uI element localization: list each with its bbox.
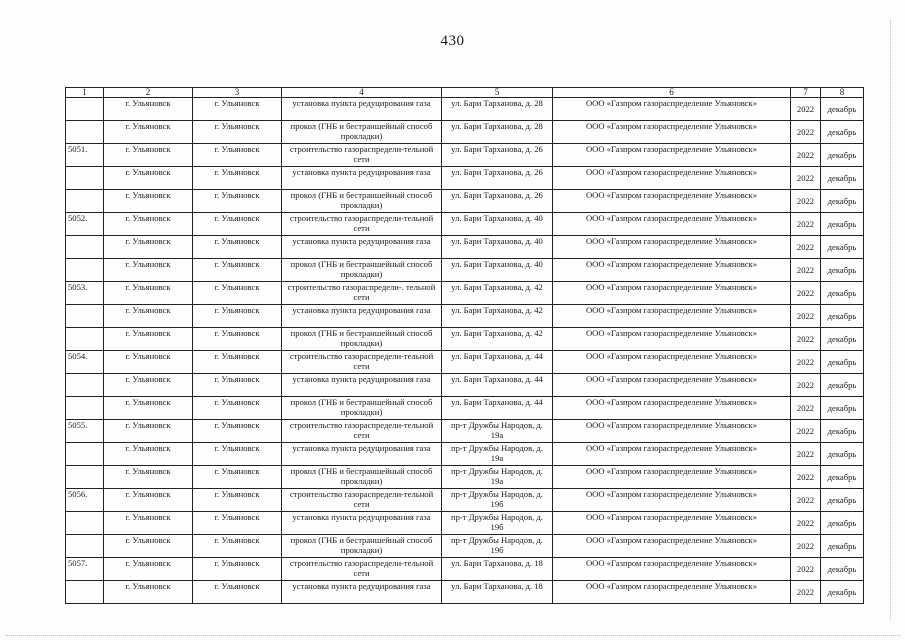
city-cell: г. Ульяновск [193,282,282,305]
region-cell: г. Ульяновск [104,558,193,581]
city-cell: г. Ульяновск [193,121,282,144]
region-cell: г. Ульяновск [104,121,193,144]
row-number-cell [66,466,104,489]
organization-cell: ООО «Газпром газораспределение Ульяновск» [553,236,791,259]
organization-cell: ООО «Газпром газораспределение Ульяновск» [553,98,791,121]
address-cell: ул. Бари Тарханова, д. 28 [442,121,553,144]
table-row [66,259,864,282]
organization-cell: ООО «Газпром газораспределение Ульяновск» [553,558,791,581]
month-cell: декабрь [821,489,864,512]
organization-cell: ООО «Газпром газораспределение Ульяновск» [553,535,791,558]
work-type-cell: установка пункта редуцирования газа [282,98,442,121]
work-type-cell: строительство газораспредели-тельной сети [282,420,442,443]
month-cell: декабрь [821,98,864,121]
city-cell: г. Ульяновск [193,305,282,328]
organization-cell: ООО «Газпром газораспределение Ульяновск» [553,328,791,351]
organization-cell: ООО «Газпром газораспределение Ульяновск» [553,374,791,397]
city-cell: г. Ульяновск [193,581,282,604]
month-cell: декабрь [821,167,864,190]
row-number-cell: 5056. [66,489,104,512]
row-number-cell [66,167,104,190]
region-cell: г. Ульяновск [104,236,193,259]
header-col-4: 4 [282,88,442,98]
work-type-cell: прокол (ГНБ и бестраншейный способ прокладки) [282,466,442,489]
row-number-cell [66,328,104,351]
table-row [66,351,864,374]
work-type-cell: установка пункта редуцирования газа [282,236,442,259]
region-cell: г. Ульяновск [104,259,193,282]
works-table [65,87,864,604]
city-cell: г. Ульяновск [193,466,282,489]
work-type-cell: установка пункта редуцирования газа [282,374,442,397]
region-cell: г. Ульяновск [104,144,193,167]
work-type-cell: строительство газораспредели-тельной сети [282,213,442,236]
organization-cell: ООО «Газпром газораспределение Ульяновск» [553,397,791,420]
region-cell: г. Ульяновск [104,535,193,558]
work-type-cell: прокол (ГНБ и бестраншейный способ прокладки) [282,535,442,558]
work-type-cell: прокол (ГНБ и бестраншейный способ прокладки) [282,121,442,144]
year-cell: 2022 [791,236,821,259]
organization-cell: ООО «Газпром газораспределение Ульяновск» [553,190,791,213]
month-cell: декабрь [821,305,864,328]
year-cell: 2022 [791,489,821,512]
address-cell: ул. Бари Тарханова, д. 26 [442,190,553,213]
row-number-cell [66,535,104,558]
region-cell: г. Ульяновск [104,98,193,121]
organization-cell: ООО «Газпром газораспределение Ульяновск» [553,420,791,443]
year-cell: 2022 [791,351,821,374]
address-cell: пр-т Дружбы Народов, д. 19а [442,420,553,443]
table-row [66,397,864,420]
organization-cell: ООО «Газпром газораспределение Ульяновск» [553,581,791,604]
year-cell: 2022 [791,328,821,351]
city-cell: г. Ульяновск [193,167,282,190]
address-cell: пр-т Дружбы Народов, д. 19б [442,489,553,512]
row-number-cell [66,190,104,213]
city-cell: г. Ульяновск [193,374,282,397]
city-cell: г. Ульяновск [193,144,282,167]
row-number-cell [66,581,104,604]
row-number-cell [66,305,104,328]
work-type-cell: прокол (ГНБ и бестраншейный способ прокладки) [282,328,442,351]
address-cell: ул. Бари Тарханова, д. 44 [442,351,553,374]
region-cell: г. Ульяновск [104,213,193,236]
row-number-cell [66,121,104,144]
month-cell: декабрь [821,374,864,397]
year-cell: 2022 [791,466,821,489]
year-cell: 2022 [791,167,821,190]
year-cell: 2022 [791,190,821,213]
work-type-cell: строительство газораспредели-тельной сети [282,489,442,512]
work-type-cell: строительство газораспредели-. тельной сети [282,282,442,305]
table-row [66,443,864,466]
row-number-cell [66,512,104,535]
address-cell: ул. Бари Тарханова, д. 26 [442,144,553,167]
table-row [66,489,864,512]
year-cell: 2022 [791,443,821,466]
works-table-container [65,87,857,604]
month-cell: декабрь [821,144,864,167]
table-row [66,98,864,121]
month-cell: декабрь [821,190,864,213]
month-cell: декабрь [821,282,864,305]
organization-cell: ООО «Газпром газораспределение Ульяновск» [553,167,791,190]
address-cell: ул. Бари Тарханова, д. 18 [442,581,553,604]
table-row [66,144,864,167]
organization-cell: ООО «Газпром газораспределение Ульяновск» [553,213,791,236]
row-number-cell [66,397,104,420]
address-cell: ул. Бари Тарханова, д. 42 [442,328,553,351]
region-cell: г. Ульяновск [104,420,193,443]
row-number-cell: 5051. [66,144,104,167]
row-number-cell [66,374,104,397]
region-cell: г. Ульяновск [104,328,193,351]
table-row [66,121,864,144]
table-row [66,305,864,328]
table-row [66,374,864,397]
city-cell: г. Ульяновск [193,98,282,121]
row-number-cell [66,259,104,282]
table-row [66,167,864,190]
city-cell: г. Ульяновск [193,397,282,420]
table-row [66,466,864,489]
city-cell: г. Ульяновск [193,236,282,259]
city-cell: г. Ульяновск [193,328,282,351]
region-cell: г. Ульяновск [104,489,193,512]
row-number-cell: 5057. [66,558,104,581]
year-cell: 2022 [791,213,821,236]
city-cell: г. Ульяновск [193,213,282,236]
work-type-cell: прокол (ГНБ и бестраншейный способ прокладки) [282,259,442,282]
region-cell: г. Ульяновск [104,443,193,466]
year-cell: 2022 [791,259,821,282]
work-type-cell: установка пункта редуцирования газа [282,167,442,190]
address-cell: ул. Бари Тарханова, д. 42 [442,305,553,328]
year-cell: 2022 [791,581,821,604]
year-cell: 2022 [791,282,821,305]
work-type-cell: прокол (ГНБ и бестраншейный способ прокладки) [282,397,442,420]
organization-cell: ООО «Газпром газораспределение Ульяновск» [553,259,791,282]
month-cell: декабрь [821,351,864,374]
work-type-cell: прокол (ГНБ и бестраншейный способ прокладки) [282,190,442,213]
organization-cell: ООО «Газпром газораспределение Ульяновск» [553,489,791,512]
work-type-cell: установка пункта редуцирования газа [282,512,442,535]
table-header [66,88,864,98]
work-type-cell: установка пункта редуцирования газа [282,581,442,604]
year-cell: 2022 [791,535,821,558]
header-col-1: 1 [66,88,104,98]
header-col-2: 2 [104,88,193,98]
year-cell: 2022 [791,512,821,535]
work-type-cell: установка пункта редуцирования газа [282,305,442,328]
organization-cell: ООО «Газпром газораспределение Ульяновск» [553,351,791,374]
organization-cell: ООО «Газпром газораспределение Ульяновск» [553,466,791,489]
region-cell: г. Ульяновск [104,167,193,190]
row-number-cell: 5053. [66,282,104,305]
year-cell: 2022 [791,558,821,581]
table-row [66,190,864,213]
city-cell: г. Ульяновск [193,489,282,512]
organization-cell: ООО «Газпром газораспределение Ульяновск» [553,512,791,535]
month-cell: декабрь [821,328,864,351]
region-cell: г. Ульяновск [104,190,193,213]
table-row [66,282,864,305]
table-row [66,236,864,259]
work-type-cell: строительство газораспредели-тельной сети [282,351,442,374]
address-cell: ул. Бари Тарханова, д. 40 [442,236,553,259]
table-row [66,558,864,581]
row-number-cell [66,236,104,259]
organization-cell: ООО «Газпром газораспределение Ульяновск» [553,121,791,144]
work-type-cell: строительство газораспредели-тельной сети [282,144,442,167]
address-cell: пр-т Дружбы Народов, д. 19а [442,466,553,489]
table-row [66,213,864,236]
address-cell: пр-т Дружбы Народов, д. 19б [442,535,553,558]
city-cell: г. Ульяновск [193,259,282,282]
city-cell: г. Ульяновск [193,558,282,581]
region-cell: г. Ульяновск [104,581,193,604]
scan-edge-line [889,20,891,620]
address-cell: пр-т Дружбы Народов, д. 19б [442,512,553,535]
row-number-cell: 5055. [66,420,104,443]
header-col-5: 5 [442,88,553,98]
city-cell: г. Ульяновск [193,420,282,443]
year-cell: 2022 [791,305,821,328]
address-cell: ул. Бари Тарханова, д. 28 [442,98,553,121]
region-cell: г. Ульяновск [104,512,193,535]
month-cell: декабрь [821,581,864,604]
city-cell: г. Ульяновск [193,443,282,466]
page-number: 430 [440,33,465,49]
region-cell: г. Ульяновск [104,397,193,420]
month-cell: декабрь [821,397,864,420]
table-body [66,98,864,604]
address-cell: ул. Бари Тарханова, д. 40 [442,259,553,282]
address-cell: ул. Бари Тарханова, д. 26 [442,167,553,190]
header-col-3: 3 [193,88,282,98]
address-cell: ул. Бари Тарханова, д. 40 [442,213,553,236]
header-col-7: 7 [791,88,821,98]
header-col-8: 8 [821,88,864,98]
month-cell: декабрь [821,121,864,144]
row-number-cell: 5054. [66,351,104,374]
region-cell: г. Ульяновск [104,466,193,489]
address-cell: ул. Бари Тарханова, д. 44 [442,397,553,420]
year-cell: 2022 [791,98,821,121]
table-row [66,535,864,558]
month-cell: декабрь [821,535,864,558]
header-row [66,88,864,98]
region-cell: г. Ульяновск [104,305,193,328]
month-cell: декабрь [821,512,864,535]
work-type-cell: установка пункта редуцирования газа [282,443,442,466]
month-cell: декабрь [821,420,864,443]
city-cell: г. Ульяновск [193,535,282,558]
region-cell: г. Ульяновск [104,282,193,305]
address-cell: ул. Бари Тарханова, д. 18 [442,558,553,581]
address-cell: ул. Бари Тарханова, д. 42 [442,282,553,305]
city-cell: г. Ульяновск [193,351,282,374]
table-row [66,420,864,443]
city-cell: г. Ульяновск [193,512,282,535]
year-cell: 2022 [791,420,821,443]
month-cell: декабрь [821,213,864,236]
year-cell: 2022 [791,144,821,167]
region-cell: г. Ульяновск [104,351,193,374]
year-cell: 2022 [791,397,821,420]
scan-footer-line [5,633,900,636]
year-cell: 2022 [791,121,821,144]
month-cell: декабрь [821,236,864,259]
month-cell: декабрь [821,466,864,489]
city-cell: г. Ульяновск [193,190,282,213]
work-type-cell: строительство газораспредели-тельной сети [282,558,442,581]
row-number-cell [66,443,104,466]
organization-cell: ООО «Газпром газораспределение Ульяновск» [553,305,791,328]
organization-cell: ООО «Газпром газораспределение Ульяновск» [553,282,791,305]
header-col-6: 6 [553,88,791,98]
table-row [66,512,864,535]
year-cell: 2022 [791,374,821,397]
address-cell: пр-т Дружбы Народов, д. 19а [442,443,553,466]
month-cell: декабрь [821,558,864,581]
organization-cell: ООО «Газпром газораспределение Ульяновск» [553,144,791,167]
address-cell: ул. Бари Тарханова, д. 44 [442,374,553,397]
month-cell: декабрь [821,259,864,282]
row-number-cell [66,98,104,121]
row-number-cell: 5052. [66,213,104,236]
table-row [66,581,864,604]
month-cell: декабрь [821,443,864,466]
table-row [66,328,864,351]
region-cell: г. Ульяновск [104,374,193,397]
organization-cell: ООО «Газпром газораспределение Ульяновск» [553,443,791,466]
